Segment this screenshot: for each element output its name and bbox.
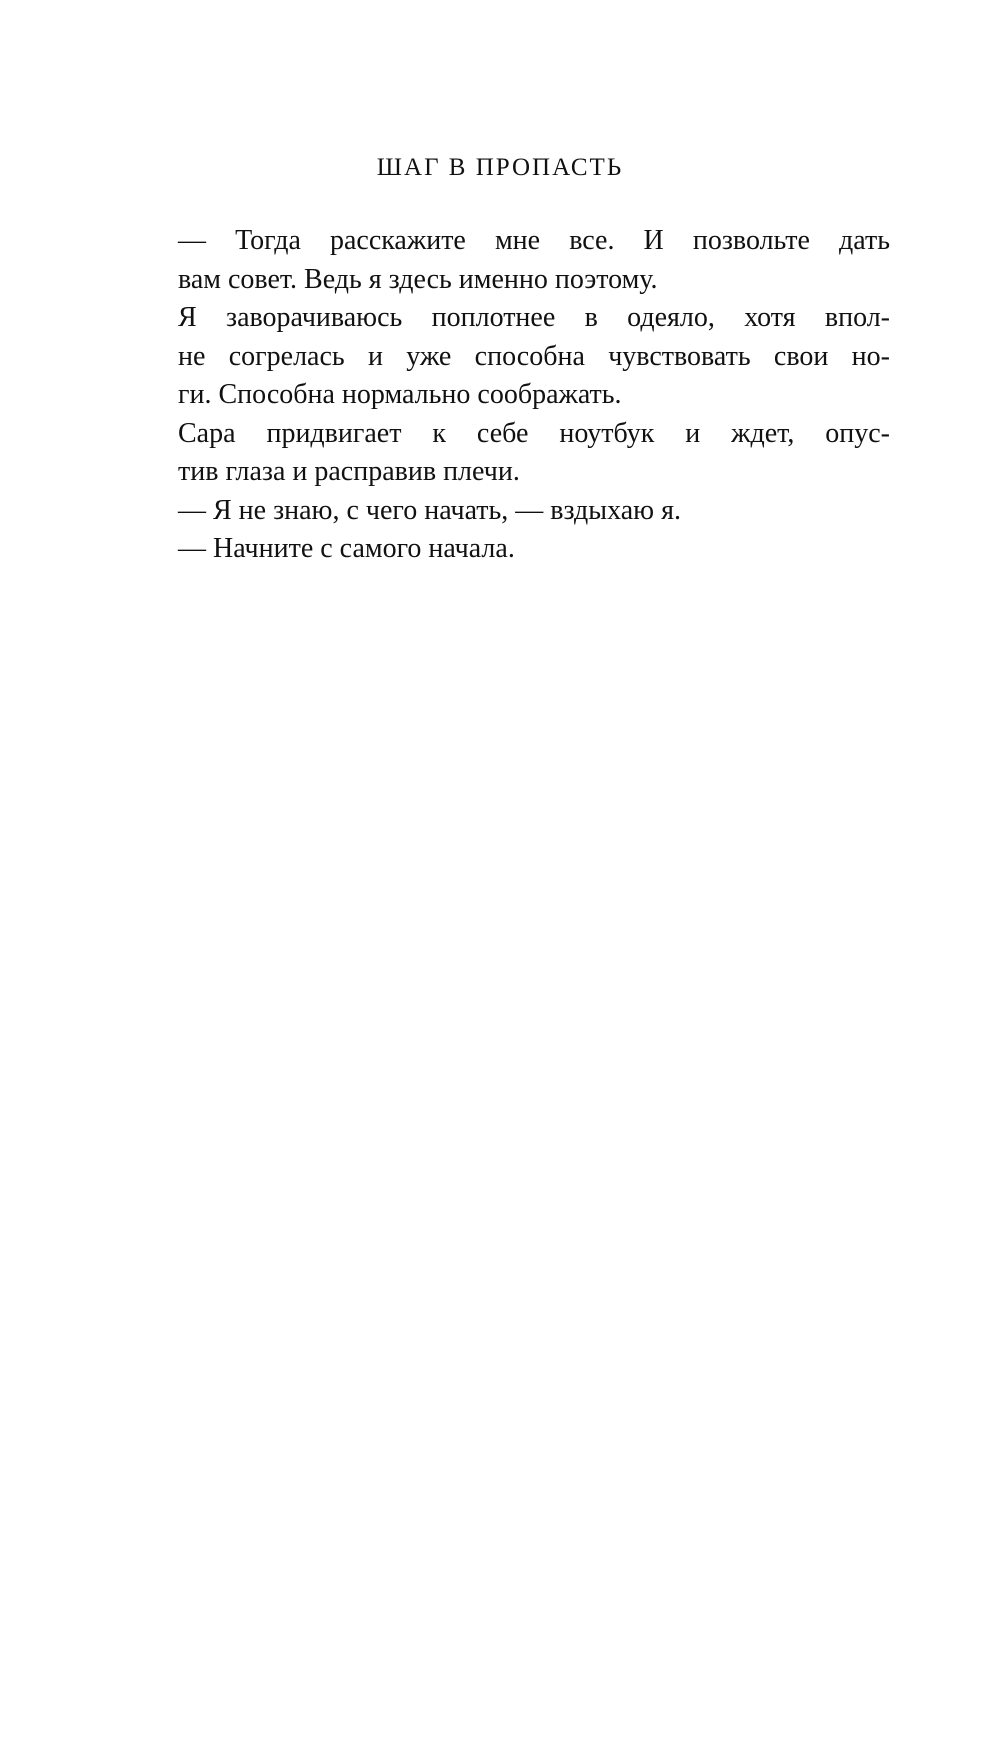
running-head: ШАГ В ПРОПАСТЬ: [376, 154, 624, 181]
text-line: ги. Способна нормально соображать.: [178, 379, 622, 410]
paragraph: [178, 530, 890, 569]
paragraph: [178, 299, 890, 415]
text-line: Сара придвигает к себе ноутбук и ждет, опус-: [178, 417, 890, 449]
body-text: [178, 222, 890, 569]
text-line: вам совет. Ведь я здесь именно поэтому.: [178, 263, 658, 295]
text-line: не согрелась и уже способна чувствовать свои но-: [178, 340, 890, 372]
text-line: — Я не знаю, с чего начать, — вздыхаю я.: [178, 494, 681, 526]
text-line: — Начните с самого начала.: [178, 533, 515, 564]
text-line: Я заворачиваюсь поплотнее в одеяло, хотя впол-: [178, 302, 890, 333]
text-line: тив глаза и расправив плечи.: [178, 456, 520, 487]
text-line: — Тогда расскажите мне все. И позвольте дать: [178, 225, 890, 256]
paragraph: [178, 415, 890, 492]
paragraph: [178, 492, 890, 531]
paragraph: [178, 222, 890, 299]
